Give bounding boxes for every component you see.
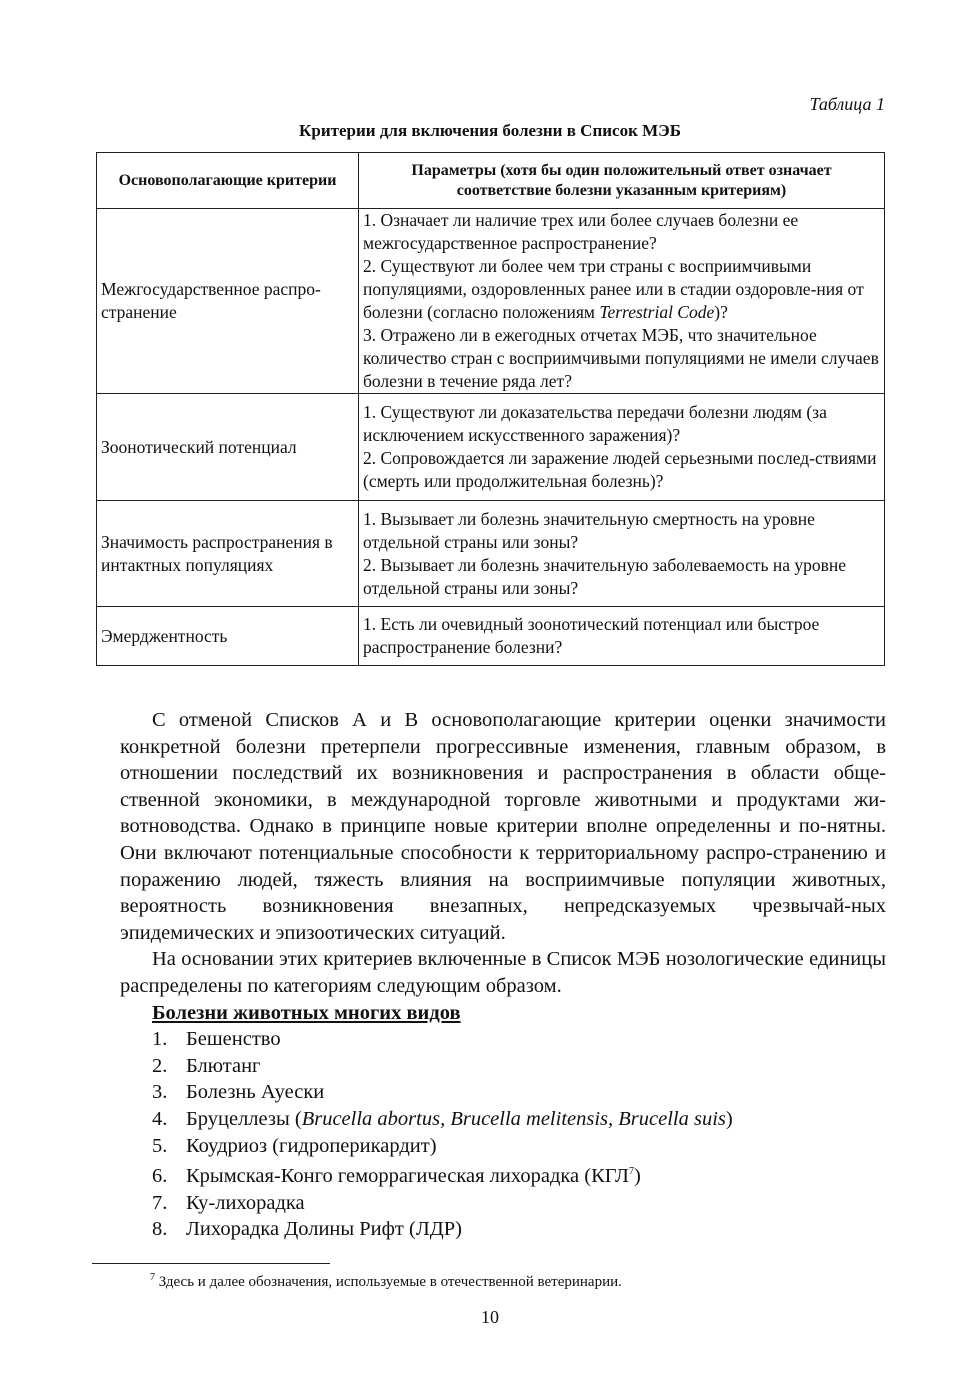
item-text: Бруцеллезы ( xyxy=(186,1107,302,1130)
paragraph: С отменой Списков А и В основополагающие критерии оценки значимости конкретной болезни претерпели прогрессивные изменения, главным образом, в отношении последствий их возникновения и распространения в области обще-ственной экономики, в международной торговле животными и продуктами жи-вотноводства. Однако в принципе новые критерии вполне определенны и по-нятны. Они включают потенциальные способности к территориальному распро-странению и поражению людей, тяжесть влияния на восприимчивые популяции животных, вероятность возникновения внезапных, непредсказуемых чрезвычай-ных эпидемических и эпизоотических ситуаций. xyxy=(120,709,886,944)
table-row xyxy=(97,501,885,607)
item-text: Коудриоз (гидроперикардит) xyxy=(186,1134,437,1157)
item-text: Бешенство xyxy=(186,1028,281,1051)
criteria-table xyxy=(96,152,885,666)
table-title: Критерии для включения болезни в Список МЭБ xyxy=(299,121,681,140)
param-text: 2. Существуют ли более чем три страны с восприимчивыми популяциями, оздоровленных ранее или в стадии оздоровле-ния от болезни (согласно положениям xyxy=(363,256,864,322)
param-item: 1. Существуют ли доказательства передачи болезни людям (за исключением искусственного заражения)? xyxy=(363,402,827,445)
param-item: 1. Означает ли наличие трех или более случаев болезни ее межгосударственное распространение? xyxy=(363,210,799,253)
item-number: 4. xyxy=(152,1107,168,1130)
header-criteria: Основополагающие критерии xyxy=(97,153,359,209)
item-text-after: ) xyxy=(633,1164,641,1187)
item-number: 3. xyxy=(152,1081,168,1104)
footnote-text: Здесь и далее обозначения, используемые в отечественной ветеринарии. xyxy=(155,1274,622,1290)
criterion-cell: Зоонотический потенциал xyxy=(97,394,359,501)
param-item: 2. Сопровождается ли заражение людей серьезными послед-ствиями (смерть или продолжительная болезнь)? xyxy=(363,448,877,491)
params-cell xyxy=(359,394,885,501)
footnote xyxy=(150,1272,622,1291)
body-text xyxy=(120,707,886,1243)
page-number: 10 xyxy=(481,1307,499,1327)
item-italic: Brucella abortus, Brucella melitensis, Brucella suis xyxy=(301,1107,726,1130)
header-parameters: Параметры (хотя бы один положительный ответ означает соответствие болезни указанным критериям) xyxy=(359,153,885,209)
section-heading: Болезни животных многих видов xyxy=(152,1001,461,1024)
paragraph: На основании этих критериев включенные в Список МЭБ нозологические единицы распределены по категориям следующим образом. xyxy=(120,948,886,997)
item-text: Лихорадка Долины Рифт (ЛДР) xyxy=(186,1218,462,1241)
list-item xyxy=(120,1079,886,1106)
params-cell xyxy=(359,607,885,666)
list-item xyxy=(120,1159,886,1189)
item-number: 6. xyxy=(152,1164,168,1187)
item-number: 2. xyxy=(152,1054,168,1077)
table-row xyxy=(97,209,885,394)
param-item: 1. Вызывает ли болезнь значительную смертность на уровне отдельной страны или зоны? xyxy=(363,508,815,552)
disease-list xyxy=(120,1026,886,1243)
item-number: 1. xyxy=(152,1028,168,1051)
param-text: )? xyxy=(714,302,728,322)
list-item xyxy=(120,1106,886,1133)
list-item xyxy=(120,1216,886,1243)
param-item xyxy=(363,255,880,324)
item-number: 8. xyxy=(152,1218,168,1241)
list-item xyxy=(120,1053,886,1080)
item-number: 7. xyxy=(152,1191,168,1214)
param-italic: Terrestrial Code xyxy=(599,302,715,322)
footnote-mark: 7 xyxy=(150,1272,155,1283)
footnote-ref: 7 xyxy=(628,1166,634,1178)
criterion-cell: Значимость распространения в интактных популяциях xyxy=(97,501,359,607)
footnote-rule xyxy=(92,1263,330,1264)
list-item xyxy=(120,1026,886,1053)
list-item xyxy=(120,1190,886,1217)
table-row xyxy=(97,394,885,501)
item-text: Крымская-Конго геморрагическая лихорадка (КГЛ xyxy=(186,1164,629,1187)
item-text: Ку-лихорадка xyxy=(186,1191,305,1214)
param-item: 1. Есть ли очевидный зоонотический потенциал или быстрое распространение болезни? xyxy=(363,614,820,657)
item-number: 5. xyxy=(152,1134,168,1157)
criterion-cell: Межгосударственное распро-странение xyxy=(97,209,359,394)
criterion-cell: Эмерджентность xyxy=(97,607,359,666)
param-item: 2. Вызывает ли болезнь значительную заболеваемость на уровне отдельной страны или зоны? xyxy=(363,554,846,598)
list-item xyxy=(120,1133,886,1160)
table-caption: Таблица 1 xyxy=(809,94,885,114)
params-cell xyxy=(359,501,885,607)
item-text: Болезнь Ауески xyxy=(186,1081,325,1104)
table-header-row xyxy=(97,153,885,209)
param-item: 3. Отражено ли в ежегодных отчетах МЭБ, что значительное количество стран с восприимчивыми популяциями не имели случаев болезни в течение ряда лет? xyxy=(363,325,879,391)
params-cell xyxy=(359,209,885,394)
item-text: Блютанг xyxy=(186,1054,261,1077)
table-row xyxy=(97,607,885,666)
item-text-after: ) xyxy=(725,1107,733,1130)
